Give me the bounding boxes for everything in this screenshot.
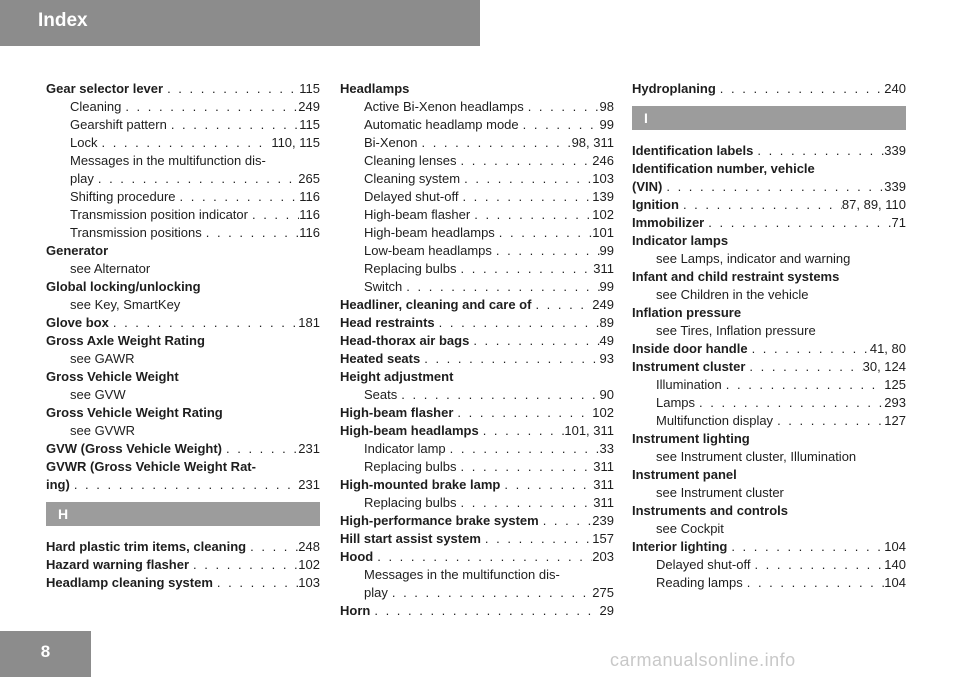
entry-text: Ignition <box>632 197 679 212</box>
page-reference: 33 <box>599 441 614 456</box>
dot-leader <box>397 386 599 404</box>
entry-text: Generator <box>46 243 109 258</box>
index-entry <box>340 530 614 548</box>
dot-leader <box>743 574 885 592</box>
page-reference: 98, 311 <box>571 135 614 150</box>
page-number-box <box>0 631 91 677</box>
index-entry <box>340 332 614 350</box>
entry-text: Switch <box>364 279 403 294</box>
page-reference: 203 <box>592 549 614 564</box>
page-reference: 41, 80 <box>869 341 906 356</box>
index-subentry <box>340 170 614 188</box>
dot-leader <box>481 530 592 548</box>
index-subentry <box>632 574 906 592</box>
index-entry <box>46 242 320 260</box>
section-header: I <box>632 106 906 130</box>
dot-leader <box>70 476 298 494</box>
page-reference: 93 <box>599 351 614 366</box>
index-entry <box>340 296 614 314</box>
dot-leader <box>753 142 884 160</box>
index-subentry <box>340 98 614 116</box>
dot-leader <box>94 170 298 188</box>
dot-leader <box>750 556 884 574</box>
index-entry <box>46 556 320 574</box>
index-subentry <box>340 134 614 152</box>
page-reference: 249 <box>298 99 320 114</box>
entry-text: play <box>70 171 94 186</box>
page-reference: 102 <box>592 405 614 420</box>
index-subentry <box>340 260 614 278</box>
index-subentry <box>46 296 320 314</box>
entry-text: Instrument lighting <box>632 431 750 446</box>
page-reference: 103 <box>592 171 614 186</box>
dot-leader <box>704 214 891 232</box>
dot-leader <box>402 278 599 296</box>
entry-text: Low-beam headlamps <box>364 243 492 258</box>
entry-text: High-beam flasher <box>364 207 471 222</box>
entry-text: Hill start assist system <box>340 531 481 546</box>
entry-text: see Instrument cluster, Illumination <box>656 449 857 464</box>
section-header: H <box>46 502 320 526</box>
entry-text: Cleaning <box>70 99 122 114</box>
index-entry <box>632 268 906 286</box>
entry-text: Heated seats <box>340 351 421 366</box>
index-entry <box>46 440 320 458</box>
page-reference: 127 <box>884 413 906 428</box>
index-entry <box>46 476 320 494</box>
page-reference: 99 <box>599 117 614 132</box>
page-reference: 231 <box>298 477 320 492</box>
page-reference: 116 <box>299 225 320 240</box>
dot-leader <box>716 80 885 98</box>
entry-text: High-beam flasher <box>340 405 454 420</box>
entry-text: Delayed shut-off <box>364 189 459 204</box>
entry-text: Gear selector lever <box>46 81 164 96</box>
entry-text: Messages in the multifunction dis- <box>364 567 560 582</box>
dot-leader <box>773 412 884 430</box>
dot-leader <box>492 242 600 260</box>
dot-leader <box>435 314 600 332</box>
page-reference: 125 <box>884 377 906 392</box>
dot-leader <box>388 584 592 602</box>
entry-text: Delayed shut-off <box>656 557 751 572</box>
page-reference: 239 <box>592 513 614 528</box>
entry-text: Gearshift pattern <box>70 117 167 132</box>
index-subentry <box>632 412 906 430</box>
entry-text: GVW (Gross Vehicle Weight) <box>46 441 223 456</box>
entry-text: play <box>364 585 388 600</box>
index-subentry <box>46 116 320 134</box>
entry-text: Gross Vehicle Weight <box>46 369 179 384</box>
index-subentry <box>340 386 614 404</box>
entry-text: Multifunction display <box>656 413 774 428</box>
entry-text: see Key, SmartKey <box>70 297 181 312</box>
page-reference: 275 <box>592 585 614 600</box>
index-subentry <box>340 224 614 242</box>
entry-text: Transmission position indicator <box>70 207 248 222</box>
index-entry <box>46 80 320 98</box>
index-subentry <box>340 116 614 134</box>
entry-text: see Alternator <box>70 261 151 276</box>
index-subentry <box>46 98 320 116</box>
entry-text: Lamps <box>656 395 696 410</box>
index-subentry <box>340 278 614 296</box>
index-entry <box>340 548 614 566</box>
index-subentry <box>46 386 320 404</box>
page-reference: 30, 124 <box>862 359 906 374</box>
page-reference: 89 <box>599 315 614 330</box>
index-subentry <box>46 422 320 440</box>
entry-text: Identification labels <box>632 143 754 158</box>
page-reference: 101 <box>592 225 614 240</box>
entry-text: Headliner, cleaning and care of <box>340 297 532 312</box>
page-reference: 115 <box>299 81 320 96</box>
dot-leader <box>679 196 842 214</box>
page-reference: 265 <box>298 171 320 186</box>
index-subentry <box>632 394 906 412</box>
page-reference: 87, 89, 110 <box>841 197 906 212</box>
entry-text: Automatic headlamp mode <box>364 117 519 132</box>
entry-text: Instruments and controls <box>632 503 789 518</box>
page-reference: 249 <box>592 297 614 312</box>
entry-text: Headlamp cleaning system <box>46 575 213 590</box>
dot-leader <box>446 440 600 458</box>
entry-text: Indicator lamps <box>632 233 729 248</box>
index-entry <box>46 332 320 350</box>
page-reference: 99 <box>599 243 614 258</box>
entry-text: Instrument cluster <box>632 359 746 374</box>
index-subentry <box>46 134 320 152</box>
dot-leader <box>469 332 599 350</box>
index-subentry <box>46 152 320 170</box>
dot-leader <box>748 340 870 358</box>
index-subentry <box>340 242 614 260</box>
index-entry <box>632 466 906 484</box>
index-entry <box>340 404 614 422</box>
dot-leader <box>727 538 884 556</box>
dot-leader <box>213 574 298 592</box>
dot-leader <box>539 512 593 530</box>
index-entry <box>46 314 320 332</box>
entry-text: see Cockpit <box>656 521 724 536</box>
entry-text: see GAWR <box>70 351 135 366</box>
index-entry <box>632 340 906 358</box>
entry-text: Height adjustment <box>340 369 454 384</box>
page-reference: 101, 311 <box>564 423 614 438</box>
page-reference: 102 <box>298 557 320 572</box>
entry-text: Replacing bulbs <box>364 495 457 510</box>
entry-text: Instrument panel <box>632 467 737 482</box>
page-reference: 139 <box>592 189 614 204</box>
index-entry <box>46 404 320 422</box>
index-entry <box>632 358 906 376</box>
dot-leader <box>531 296 592 314</box>
entry-text: GVWR (Gross Vehicle Weight Rat- <box>46 459 256 474</box>
entry-text: see Instrument cluster <box>656 485 784 500</box>
index-entry <box>632 538 906 556</box>
index-subentry <box>632 556 906 574</box>
entry-text: Gross Axle Weight Rating <box>46 333 205 348</box>
page-reference: 339 <box>884 143 906 158</box>
dot-leader <box>417 134 571 152</box>
dot-leader <box>420 350 599 368</box>
entry-text: see Children in the vehicle <box>656 287 809 302</box>
header-bar <box>0 0 480 46</box>
page-reference: 110, 115 <box>271 135 320 150</box>
entry-text: Inflation pressure <box>632 305 742 320</box>
dot-leader <box>457 260 594 278</box>
entry-text: Gross Vehicle Weight Rating <box>46 405 223 420</box>
index-column-3 <box>632 80 906 592</box>
index-subentry <box>340 566 614 584</box>
index-subentry <box>340 458 614 476</box>
index-entry <box>632 160 906 178</box>
entry-text: Illumination <box>656 377 722 392</box>
index-entry <box>46 574 320 592</box>
entry-text: Indicator lamp <box>364 441 446 456</box>
index-subentry <box>632 484 906 502</box>
dot-leader <box>248 206 299 224</box>
index-entry <box>632 142 906 160</box>
dot-leader <box>109 314 298 332</box>
index-entry <box>46 538 320 556</box>
index-entry <box>632 214 906 232</box>
index-entry <box>340 476 614 494</box>
dot-leader <box>524 98 600 116</box>
page-reference: 311 <box>593 261 614 276</box>
index-subentry <box>46 224 320 242</box>
page-reference: 98 <box>599 99 614 114</box>
index-entry <box>632 502 906 520</box>
entry-text: Immobilizer <box>632 215 705 230</box>
dot-leader <box>662 178 884 196</box>
dot-leader <box>189 556 298 574</box>
index-entry <box>632 430 906 448</box>
index-subentry <box>340 206 614 224</box>
entry-text: Lock <box>70 135 98 150</box>
entry-text: see Lamps, indicator and warning <box>656 251 851 266</box>
dot-leader <box>457 458 594 476</box>
dot-leader <box>479 422 565 440</box>
index-entry <box>632 232 906 250</box>
entry-text: Hydroplaning <box>632 81 716 96</box>
index-subentry <box>632 286 906 304</box>
entry-text: High-beam headlamps <box>340 423 479 438</box>
entry-text: Cleaning system <box>364 171 461 186</box>
index-subentry <box>632 322 906 340</box>
page-reference: 181 <box>298 315 320 330</box>
entry-text: Replacing bulbs <box>364 261 457 276</box>
index-subentry <box>46 170 320 188</box>
dot-leader <box>457 494 594 512</box>
dot-leader <box>121 98 298 116</box>
dot-leader <box>163 80 299 98</box>
entry-text: Cleaning lenses <box>364 153 457 168</box>
entry-text: Hard plastic trim items, cleaning <box>46 539 247 554</box>
watermark: carmanualsonline.info <box>610 650 796 670</box>
index-entry <box>632 304 906 322</box>
dot-leader <box>495 224 593 242</box>
page-reference: 104 <box>884 575 906 590</box>
entry-text: ing) <box>46 477 70 492</box>
dot-leader <box>500 476 593 494</box>
entry-text: Replacing bulbs <box>364 459 457 474</box>
entry-text: see GVWR <box>70 423 136 438</box>
dot-leader <box>695 394 884 412</box>
page-reference: 115 <box>299 117 320 132</box>
index-subentry <box>340 494 614 512</box>
entry-text: Messages in the multifunction dis- <box>70 153 266 168</box>
entry-text: High-mounted brake lamp <box>340 477 501 492</box>
index-subentry <box>46 188 320 206</box>
page-reference: 240 <box>884 81 906 96</box>
dot-leader <box>458 188 592 206</box>
page-reference: 339 <box>884 179 906 194</box>
page-reference: 71 <box>891 215 906 230</box>
dot-leader <box>167 116 299 134</box>
entry-text: Reading lamps <box>656 575 743 590</box>
page-reference: 102 <box>592 207 614 222</box>
index-entry <box>340 422 614 440</box>
page-reference: 311 <box>593 495 614 510</box>
page-reference: 116 <box>299 189 320 204</box>
dot-leader <box>460 170 592 188</box>
entry-text: see GVW <box>70 387 126 402</box>
entry-text: Hazard warning flasher <box>46 557 190 572</box>
entry-text: Bi-Xenon <box>364 135 418 150</box>
page-reference: 49 <box>599 333 614 348</box>
dot-leader <box>202 224 300 242</box>
page-reference: 157 <box>592 531 614 546</box>
page-reference: 116 <box>299 207 320 222</box>
index-entry <box>632 196 906 214</box>
entry-text: Glove box <box>46 315 109 330</box>
index-entry <box>340 512 614 530</box>
page-reference: 103 <box>298 575 320 590</box>
entry-text: Head-thorax air bags <box>340 333 470 348</box>
dot-leader <box>373 548 592 566</box>
entry-text: Identification number, vehicle <box>632 161 815 176</box>
page-reference: 248 <box>298 539 320 554</box>
dot-leader <box>97 134 271 152</box>
entry-text: Headlamps <box>340 81 410 96</box>
index-entry <box>46 278 320 296</box>
index-entry <box>632 80 906 98</box>
index-entry <box>340 602 614 620</box>
page-reference: 293 <box>884 395 906 410</box>
entry-text: High-performance brake system <box>340 513 539 528</box>
index-subentry <box>46 260 320 278</box>
dot-leader <box>519 116 600 134</box>
dot-leader <box>470 206 592 224</box>
index-entry <box>340 350 614 368</box>
index-subentry <box>340 188 614 206</box>
dot-leader <box>745 358 862 376</box>
entry-text: see Tires, Inflation pressure <box>656 323 816 338</box>
index-column-2 <box>340 80 614 620</box>
entry-text: Hood <box>340 549 374 564</box>
entry-text: (VIN) <box>632 179 663 194</box>
page-reference: 104 <box>884 539 906 554</box>
page-reference: 99 <box>599 279 614 294</box>
index-subentry <box>632 250 906 268</box>
page-number: 8 <box>40 642 51 661</box>
index-entry <box>340 80 614 98</box>
index-entry <box>46 458 320 476</box>
index-subentry <box>46 350 320 368</box>
entry-text: Shifting procedure <box>70 189 176 204</box>
page-title: Index <box>38 10 88 31</box>
index-subentry <box>340 440 614 458</box>
entry-text: Transmission positions <box>70 225 202 240</box>
index-entry <box>340 368 614 386</box>
entry-text: Inside door handle <box>632 341 748 356</box>
page-reference: 246 <box>592 153 614 168</box>
entry-text: Seats <box>364 387 398 402</box>
index-entry <box>340 314 614 332</box>
index-subentry <box>340 152 614 170</box>
page-reference: 311 <box>593 477 614 492</box>
index-subentry <box>340 584 614 602</box>
page-reference: 140 <box>884 557 906 572</box>
index-subentry <box>46 206 320 224</box>
entry-text: Horn <box>340 603 371 618</box>
page-reference: 29 <box>599 603 614 618</box>
entry-text: Head restraints <box>340 315 435 330</box>
dot-leader <box>222 440 298 458</box>
entry-text: Infant and child restraint systems <box>632 269 840 284</box>
dot-leader <box>457 152 593 170</box>
index-subentry <box>632 520 906 538</box>
index-subentry <box>632 376 906 394</box>
index-column-1 <box>46 80 320 592</box>
dot-leader <box>722 376 885 394</box>
dot-leader <box>176 188 300 206</box>
entry-text: Active Bi-Xenon headlamps <box>364 99 524 114</box>
page-reference: 90 <box>599 387 614 402</box>
dot-leader <box>370 602 599 620</box>
entry-text: High-beam headlamps <box>364 225 495 240</box>
page-reference: 311 <box>593 459 614 474</box>
index-entry <box>632 178 906 196</box>
index-subentry <box>632 448 906 466</box>
entry-text: Global locking/unlocking <box>46 279 201 294</box>
page-reference: 231 <box>298 441 320 456</box>
dot-leader <box>246 538 298 556</box>
index-entry <box>46 368 320 386</box>
entry-text: Interior lighting <box>632 539 728 554</box>
dot-leader <box>453 404 592 422</box>
